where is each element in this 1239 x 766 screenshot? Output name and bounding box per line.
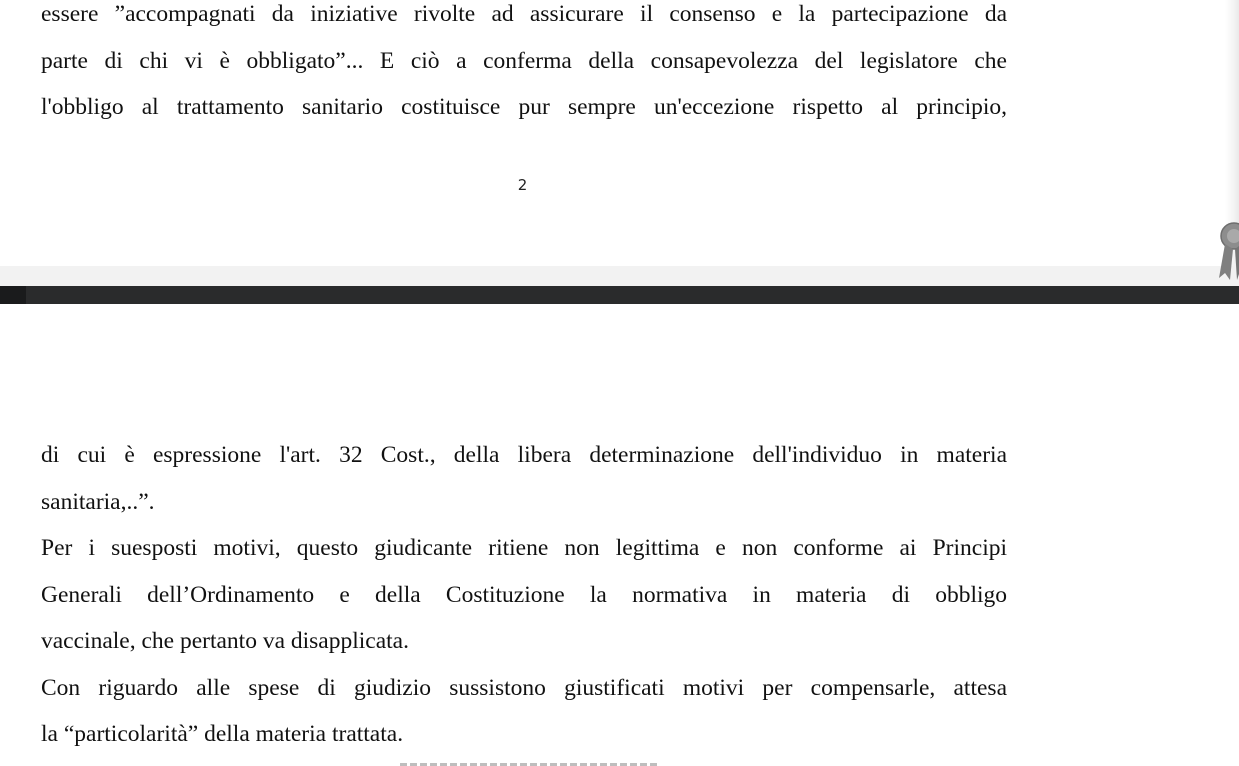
text-line: l'obbligo al trattamento sanitario costituisce pur sempre un'eccezione rispetto al principio, [41,94,1007,120]
text-line: essere ”accompagnati da iniziative rivolte ad assicurare il consenso e la partecipazione da [41,1,1007,27]
page-separator-bar [0,286,1239,304]
award-ribbon-icon [1213,216,1239,286]
text-line: Generali dell’Ordinamento e della Costituzione la normativa in materia di obbligo [41,581,1007,608]
text-line: di cui è espressione l'art. 32 Cost., della libera determinazione dell'individuo in materia [41,442,1007,468]
text-line: la “particolarità” della materia trattata. [41,721,404,747]
text-line: Con riguardo alle spese di giudizio sussistono giustificati motivi per compensarle, attesa [41,674,1007,701]
text-line: Per i suesposti motivi, questo giudicante ritiene non legittima e non conforme ai Principi [41,535,1007,561]
separator-notch [0,286,26,304]
page-2-body [41,0,1007,131]
text-line: vaccinale, che pertanto va disapplicata. [41,628,409,654]
page-3 [0,304,1239,766]
page-number: 2 [517,176,528,194]
page-2 [0,0,1239,266]
page-gap [0,266,1239,286]
text-line: parte di chi vi è obbligato”... E ciò a conferma della consapevolezza del legislatore che [41,47,1007,74]
text-line: sanitaria,..”. [41,488,155,515]
page-3-body [41,432,1007,758]
